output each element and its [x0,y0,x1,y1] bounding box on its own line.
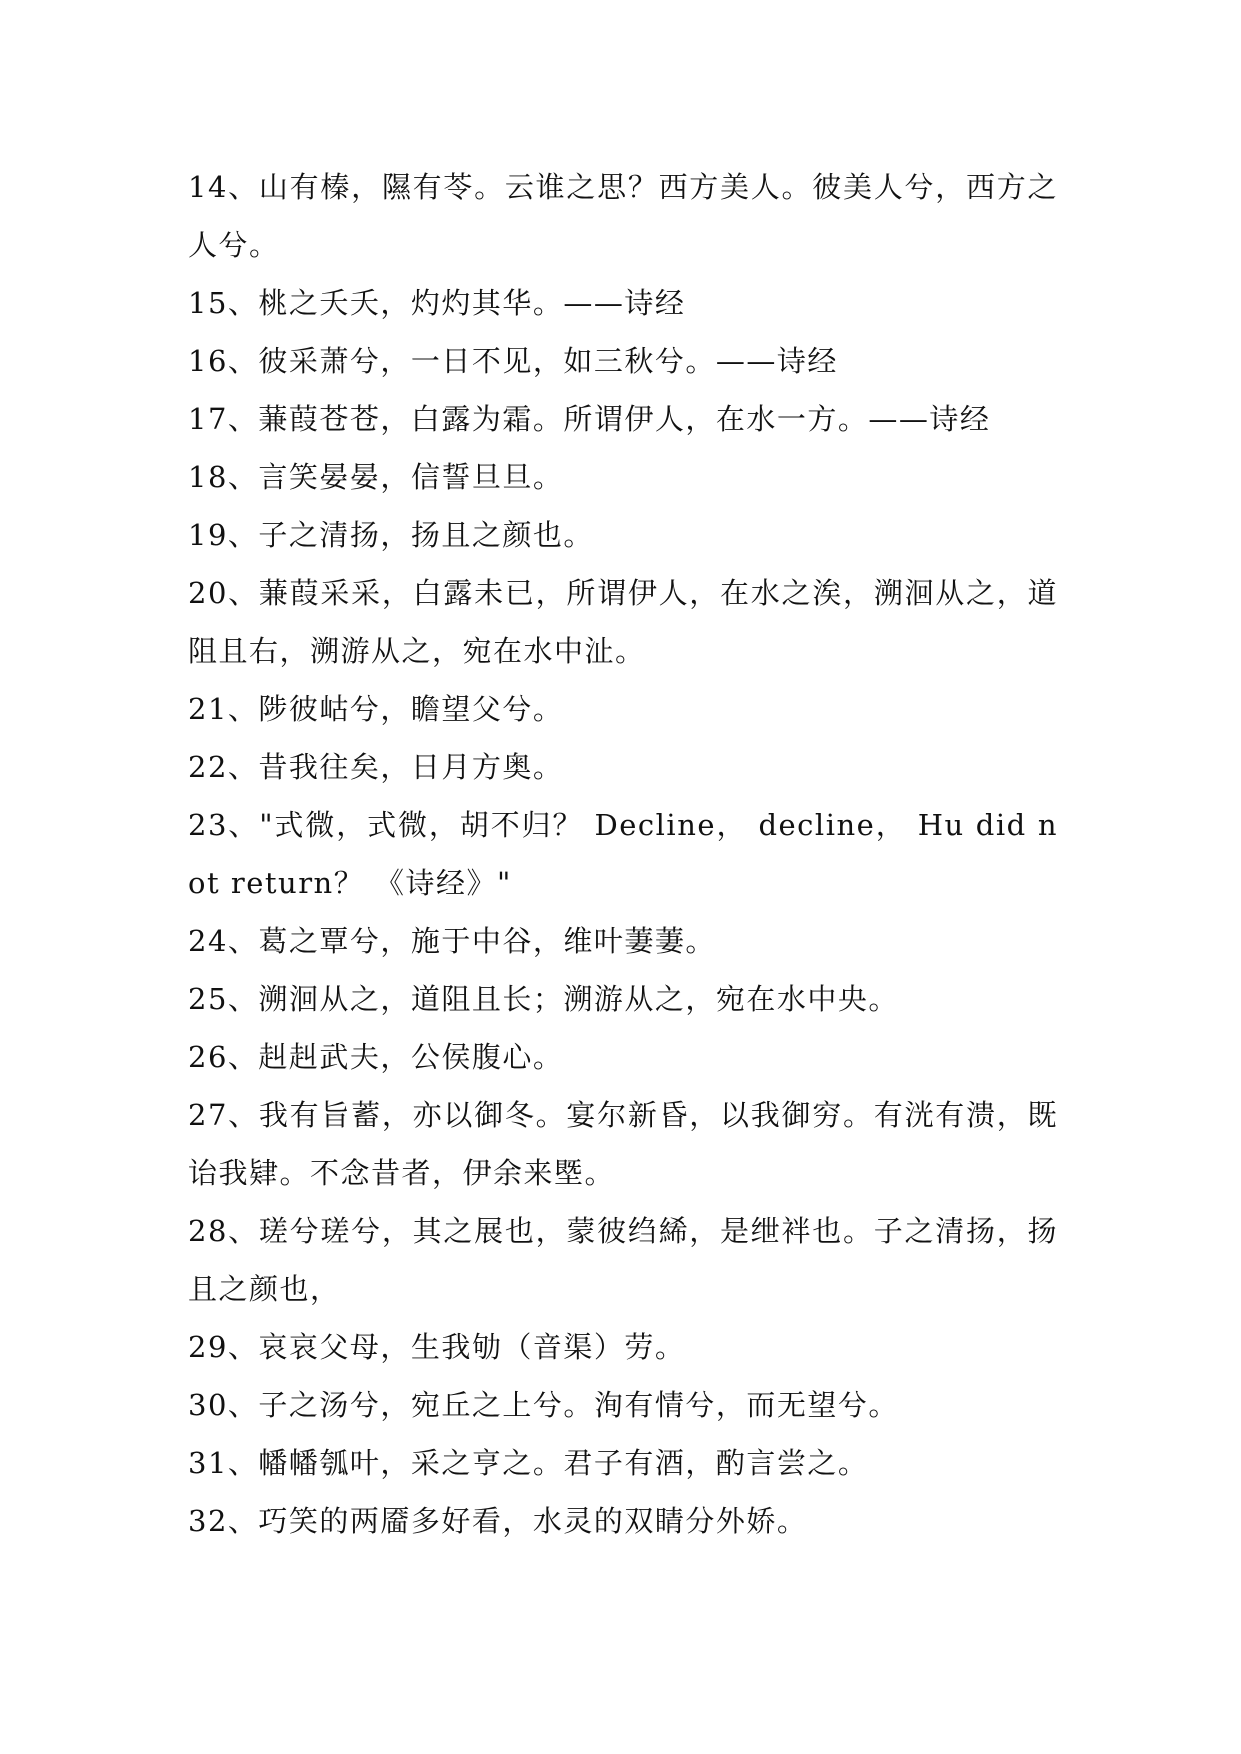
quote-line-29: 29、哀哀父母，生我劬（音渠）劳。 [188,1330,686,1364]
quote-line-15: 15、桃之夭夭，灼灼其华。——诗经 [188,286,686,320]
quote-line-21: 21、陟彼岵兮，瞻望父兮。 [188,692,564,726]
quote-line-18: 18、言笑晏晏，信誓旦旦。 [188,460,564,494]
quote-line-19: 19、子之清扬，扬且之颜也。 [188,518,594,552]
quote-line-32: 32、巧笑的两靥多好看，水灵的双睛分外娇。 [188,1504,808,1538]
quote-line-17: 17、蒹葭苍苍，白露为霜。所谓伊人，在水一方。——诗经 [188,402,991,436]
quote-line-20: 20、蒹葭采采，白露未已，所谓伊人，在水之涘，溯洄从之，道阻且右，溯游从之，宛在水中沚。 [188,576,1058,668]
quote-line-27: 27、我有旨蓄，亦以御冬。宴尔新昏，以我御穷。有洸有溃，既诒我肄。不念昔者，伊余来塈。 [188,1098,1058,1190]
quote-line-26: 26、赳赳武夫，公侯腹心。 [188,1040,564,1074]
document-body [188,158,1058,1550]
quote-line-23: 23、"式微，式微，胡不归？ Decline， decline， Hu did not return？ 《诗经》" [188,808,1058,900]
quote-line-24: 24、葛之覃兮，施于中谷，维叶萋萋。 [188,924,716,958]
quote-line-31: 31、幡幡瓠叶，采之亨之。君子有酒，酌言尝之。 [188,1446,869,1480]
quote-line-22: 22、昔我往矣，日月方奥。 [188,750,564,784]
quote-line-25: 25、溯洄从之，道阻且长；溯游从之，宛在水中央。 [188,982,899,1016]
quote-line-14: 14、山有榛，隰有苓。云谁之思？西方美人。彼美人兮，西方之人兮。 [188,170,1058,262]
quote-line-16: 16、彼采萧兮，一日不见，如三秋兮。——诗经 [188,344,838,378]
quote-line-30: 30、子之汤兮，宛丘之上兮。洵有情兮，而无望兮。 [188,1388,899,1422]
quote-line-28: 28、瑳兮瑳兮，其之展也，蒙彼绉絺，是绁袢也。子之清扬，扬且之颜也， [188,1214,1058,1306]
